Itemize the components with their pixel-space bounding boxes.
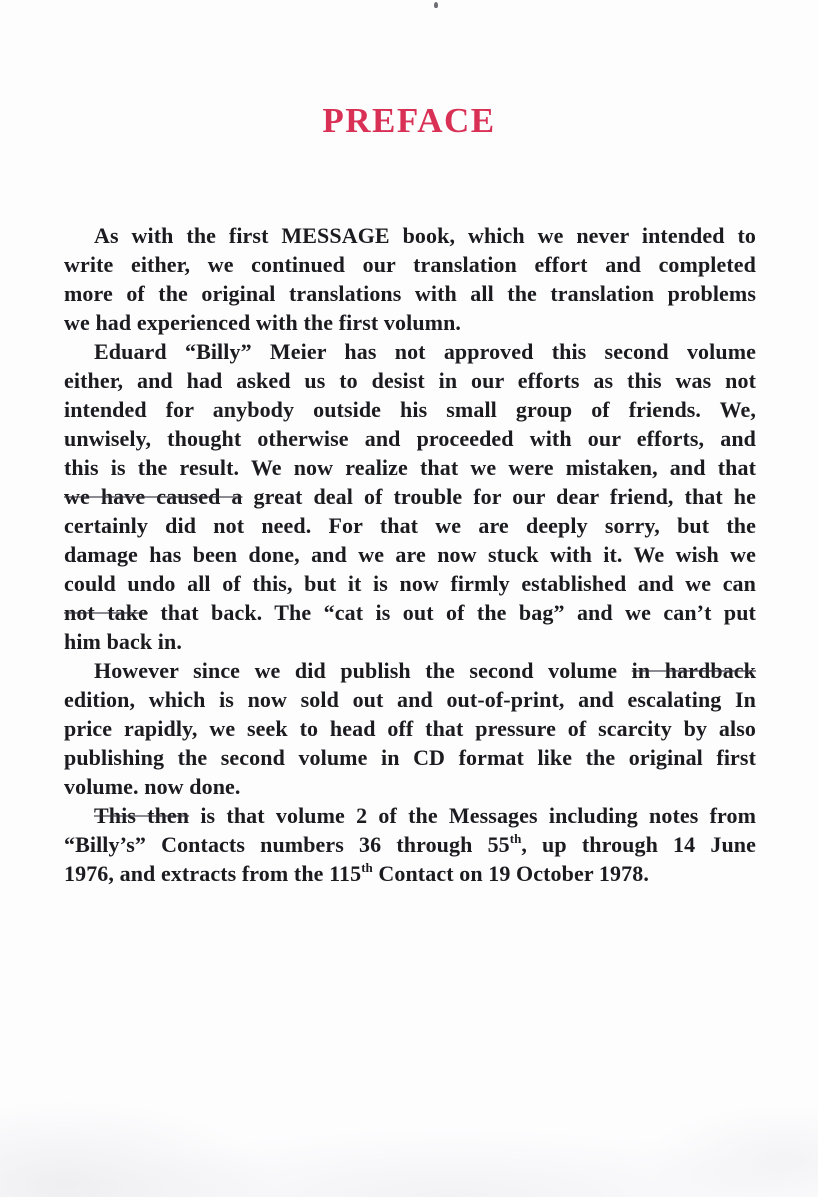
scan-artifact-dot [434, 2, 438, 8]
text-line [64, 482, 756, 511]
text-line [64, 859, 756, 888]
text-line [64, 395, 756, 424]
text-segment: However since we did publish the second volume [94, 658, 632, 683]
text-segment: , up through 14 June [521, 832, 756, 857]
text-line [64, 308, 756, 337]
text-segment: 1976, and extracts from the 115 [64, 861, 362, 886]
text-line [64, 656, 756, 685]
preface-text [64, 221, 756, 888]
text-segment: As with the first MESSAGE book, which we never intended to [94, 223, 756, 248]
text-line [64, 685, 756, 714]
struck-text-artifact: in hardback [631, 658, 757, 683]
text-segment: either, and had asked us to desist in our efforts as this was not [64, 368, 756, 393]
text-segment: damage has been done, and we are now stuck with it. We wish we [64, 542, 756, 567]
text-segment: that back. The “cat is out of the bag” and we can’t put [147, 600, 756, 625]
text-line [64, 830, 756, 859]
text-line [64, 279, 756, 308]
text-segment: certainly did not need. For that we are deeply sorry, but the [64, 513, 756, 538]
struck-text-artifact: This then [94, 803, 190, 828]
text-line [64, 743, 756, 772]
text-line [64, 511, 756, 540]
ordinal-superscript: th [509, 831, 522, 846]
text-line [64, 772, 756, 801]
ordinal-superscript: th [361, 860, 373, 875]
text-segment: more of the original translations with all the translation problems [64, 281, 756, 306]
struck-text-artifact: not take [64, 600, 148, 625]
text-segment: intended for anybody outside his small group of friends. We, [64, 397, 756, 422]
text-line [64, 453, 756, 482]
text-segment: great deal of trouble for our dear friend, that he [242, 484, 756, 509]
text-line [64, 801, 756, 830]
text-line [64, 366, 756, 395]
text-segment: him back in. [64, 629, 182, 654]
text-segment: we had experienced with the first volumn. [64, 310, 462, 335]
text-segment: unwisely, thought otherwise and proceeded with our efforts, and [64, 426, 756, 451]
text-line [64, 714, 756, 743]
text-line [64, 598, 756, 627]
text-segment: volume. now done. [64, 774, 241, 799]
text-segment: price rapidly, we seek to head off that pressure of scarcity by also [64, 716, 756, 741]
page-title: PREFACE [322, 101, 496, 140]
text-line [64, 627, 756, 656]
text-line [64, 569, 756, 598]
struck-text-artifact: we have caused a [64, 484, 243, 509]
text-segment: edition, which is now sold out and out-of-print, and escalating In [64, 687, 756, 712]
text-segment: “Billy’s” Contacts numbers 36 through 55 [64, 832, 510, 857]
text-segment: Eduard “Billy” Meier has not approved this second volume [94, 339, 756, 364]
text-segment: could undo all of this, but it is now firmly established and we can [64, 571, 756, 596]
text-segment: is that volume 2 of the Messages including notes from [189, 803, 757, 828]
text-segment: this is the result. We now realize that we were mistaken, and that [64, 455, 756, 480]
text-line [64, 424, 756, 453]
text-line [64, 540, 756, 569]
text-segment: write either, we continued our translation effort and completed [64, 252, 756, 277]
text-segment: Contact on 19 October 1978. [372, 861, 649, 886]
text-line [64, 221, 756, 250]
text-line [64, 250, 756, 279]
text-line [64, 337, 756, 366]
text-segment: publishing the second volume in CD format like the original first [64, 745, 756, 770]
